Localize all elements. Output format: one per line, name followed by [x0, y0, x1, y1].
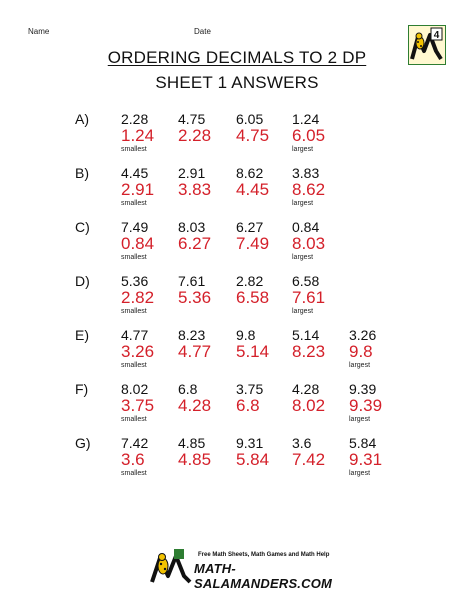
given-number: 2.28: [121, 111, 149, 127]
answer-number: 8.03: [292, 234, 326, 253]
problem-label: E): [75, 327, 89, 343]
given-number: 3.75: [236, 381, 264, 397]
given-number: 5.14: [292, 327, 320, 343]
answer-number: 4.85: [178, 450, 212, 469]
given-number: 7.61: [178, 273, 206, 289]
footer-site: MATH-SALAMANDERS.COM: [194, 561, 333, 591]
answer-number: 9.31: [349, 450, 383, 469]
given-number: 9.39: [349, 381, 377, 397]
answer-number: 6.58: [236, 288, 270, 307]
answer-number: 0.84: [121, 234, 155, 253]
answer-number: 7.49: [236, 234, 270, 253]
problem-row: [0, 219, 474, 279]
name-label: Name: [28, 27, 50, 36]
footer-tagline: Free Math Sheets, Math Games and Math Help: [198, 552, 330, 558]
answer-number: 2.82: [121, 288, 155, 307]
answer-number: 3.6: [121, 450, 145, 469]
largest-label: largest: [349, 362, 371, 369]
given-number: 4.75: [178, 111, 206, 127]
answer-number: 5.84: [236, 450, 270, 469]
smallest-label: smallest: [121, 362, 147, 369]
problem-label: A): [75, 111, 89, 127]
answer-number: 8.23: [292, 342, 326, 361]
answer-number: 5.14: [236, 342, 270, 361]
given-number: 9.8: [236, 327, 256, 343]
problem-label: D): [75, 273, 90, 289]
given-number: 6.27: [236, 219, 264, 235]
given-number: 8.02: [121, 381, 149, 397]
given-number: 3.6: [292, 435, 312, 451]
given-number: 6.58: [292, 273, 320, 289]
largest-label: largest: [349, 416, 371, 423]
given-number: 8.62: [236, 165, 264, 181]
problem-row: [0, 273, 474, 333]
date-label: Date: [194, 27, 211, 36]
given-number: 1.24: [292, 111, 320, 127]
smallest-label: smallest: [121, 416, 147, 423]
given-number: 7.49: [121, 219, 149, 235]
given-number: 9.31: [236, 435, 264, 451]
logo-digit: 4: [433, 30, 440, 41]
smallest-label: smallest: [121, 308, 147, 315]
given-number: 5.36: [121, 273, 149, 289]
answer-number: 4.75: [236, 126, 270, 145]
given-number: 3.83: [292, 165, 320, 181]
answer-number: 5.36: [178, 288, 212, 307]
smallest-label: smallest: [121, 146, 147, 153]
problem-label: F): [75, 381, 89, 397]
page-subtitle: SHEET 1 ANSWERS: [155, 73, 319, 92]
answer-number: 7.61: [292, 288, 326, 307]
given-number: 3.26: [349, 327, 377, 343]
given-number: 8.03: [178, 219, 206, 235]
given-number: 8.23: [178, 327, 206, 343]
page-title: ORDERING DECIMALS TO 2 DP: [107, 48, 367, 67]
answer-number: 4.77: [178, 342, 212, 361]
answer-number: 6.8: [236, 396, 260, 415]
given-number: 6.05: [236, 111, 264, 127]
largest-label: largest: [292, 308, 314, 315]
given-number: 2.91: [178, 165, 206, 181]
problem-label: G): [75, 435, 91, 451]
problem-row: [0, 111, 474, 171]
answer-number: 1.24: [121, 126, 155, 145]
largest-label: largest: [292, 254, 314, 261]
given-number: 0.84: [292, 219, 320, 235]
problem-label: C): [75, 219, 90, 235]
problem-row: [0, 435, 474, 495]
largest-label: largest: [292, 146, 314, 153]
footer-brand: [150, 548, 350, 591]
problem-row: [0, 381, 474, 441]
smallest-label: smallest: [121, 470, 147, 477]
answer-number: 2.28: [178, 126, 212, 145]
largest-label: largest: [349, 470, 371, 477]
salamander-mascot-icon: [150, 548, 192, 584]
answer-number: 3.26: [121, 342, 155, 361]
given-number: 2.82: [236, 273, 264, 289]
answer-number: 4.45: [236, 180, 270, 199]
given-number: 6.8: [178, 381, 198, 397]
answer-number: 6.05: [292, 126, 326, 145]
answer-number: 9.39: [349, 396, 383, 415]
answer-number: 2.91: [121, 180, 155, 199]
given-number: 4.28: [292, 381, 320, 397]
largest-label: largest: [292, 200, 314, 207]
problem-row: [0, 327, 474, 387]
smallest-label: smallest: [121, 254, 147, 261]
answer-number: 7.42: [292, 450, 326, 469]
smallest-label: smallest: [121, 200, 147, 207]
answer-number: 8.62: [292, 180, 326, 199]
problem-label: B): [75, 165, 89, 181]
answer-number: 6.27: [178, 234, 212, 253]
answer-number: 3.83: [178, 180, 212, 199]
answer-number: 9.8: [349, 342, 373, 361]
given-number: 4.45: [121, 165, 149, 181]
given-number: 5.84: [349, 435, 377, 451]
problem-row: [0, 165, 474, 225]
answer-number: 8.02: [292, 396, 326, 415]
answer-number: 4.28: [178, 396, 212, 415]
given-number: 4.85: [178, 435, 206, 451]
answer-number: 3.75: [121, 396, 155, 415]
given-number: 4.77: [121, 327, 149, 343]
given-number: 7.42: [121, 435, 149, 451]
